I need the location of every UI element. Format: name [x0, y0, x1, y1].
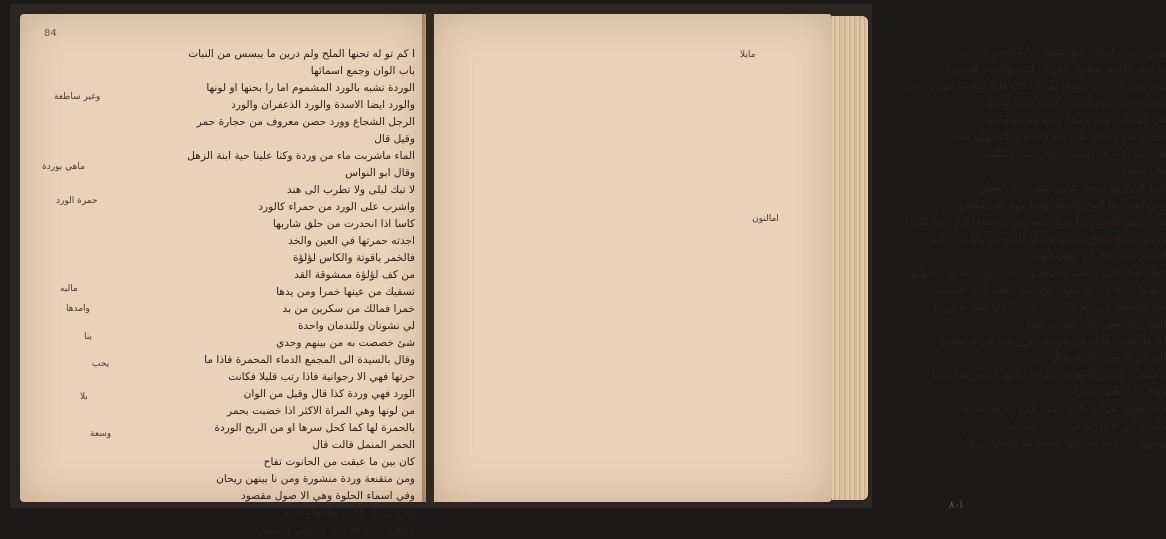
margin-note: ماهي بوردة — [42, 162, 85, 172]
page-edges — [832, 16, 868, 500]
manuscript-line: تسقيك من عينها خمرا ومن يدها — [276, 286, 415, 298]
manuscript-line: والورد ايضا الاسدة والورد الذعفران والورد — [231, 99, 415, 111]
manuscript-line: من كف لؤلؤة ممشوقة القد — [294, 269, 415, 281]
manuscript-line: وقال اخر يصف خمرا — [1074, 386, 1166, 398]
manuscript-line: بنته بشاد لاله باب المضاعف اذا كان قليلا منه مكسورة اللخي — [902, 80, 1166, 92]
manuscript-line: وما طلوها ثمرات ملائم سنين كلية ذكرها سراج — [962, 403, 1166, 415]
margin-note: يحب — [92, 359, 110, 369]
manuscript-line: في الشراب بعله وسده وبيته وهيئته وحته — [988, 114, 1166, 126]
margin-note: بلا — [80, 392, 88, 402]
margin-note: بنا — [84, 332, 92, 342]
manuscript-line: الرجل الشجاع وورد حصن معروف من حجارة حمر — [196, 116, 415, 128]
manuscript-line: والتبوة الثام ينتفخ ويحكم في لم تشته نار وانا ثم رواية — [932, 233, 1166, 245]
manuscript-line: الوردة تشبه بالورد المشموم اما را بحنها او لونها — [206, 82, 415, 94]
manuscript-line: شهابها بارها وحدتها تعوده لون من اللحم الذي تلبست — [935, 284, 1166, 296]
manuscript-line: قال الشاعر — [1115, 165, 1166, 177]
manuscript-line: وقال ابو النواس — [345, 167, 415, 179]
margin-note: وغير ساطعة — [54, 92, 101, 102]
manuscript-line: هذا انما الاحرف المعتدل التي تسد والكسر — [981, 148, 1166, 160]
manuscript-line: عقار كماء التي ليست بخمطة ولا خلة يكوي الشروب شهابها — [907, 267, 1166, 279]
manuscript-line: اذا ما نشتت مالك في عرضه ودرق فيه قي او تنضيح — [940, 335, 1166, 347]
manuscript-line: خمرا فمالك من سكرين من بد — [282, 303, 415, 315]
manuscript-line: كان بين ما عبقت من الحانوت تفاح — [263, 456, 415, 468]
manuscript-line: وتوفي الذي كلا مثل الاخضر والاصفر — [257, 524, 415, 536]
right-page — [434, 14, 1166, 511]
page-number-right: ا٨٠ — [949, 500, 963, 511]
manuscript-line: وقيل قال — [374, 133, 415, 145]
manuscript-line: لا تسعين الخمر الانية قد منه قد اذا ثم الحمر ما انضحا — [932, 369, 1166, 381]
margin-note: وسعة — [90, 429, 112, 439]
manuscript-line: مكا الخمطة التي لم تذكر بعد وكذا الخلة التي تحاوزت — [933, 301, 1166, 313]
manuscript-line: وسهها جرجانية محكمها بدا مر لم تولدتها بيرها — [966, 437, 1166, 449]
manuscript-line: حرتها فهي الا رجوانية فاذا رتب قليلا فكانت — [228, 371, 415, 383]
manuscript-line: الغريض المعنى الجيد وقال اخر — [1031, 352, 1166, 364]
left-page — [20, 14, 426, 536]
manuscript-line: الورد فهي وردة كذا قال وقيل من الوان — [243, 388, 415, 400]
manuscript-line: ته ويته بالكسر ولقول التي اذا انتبه والاسم البصيرة — [946, 63, 1166, 75]
manuscript-line: لا تبك ليلى ولا تطرب الى هند — [286, 184, 415, 196]
page-number-left: 84 — [44, 28, 57, 39]
manuscript-line: بالحمرة لها كما كحل سرها او من الريح الوردة — [214, 422, 415, 434]
manuscript-line: وفي اسماء الحلوة وهي الا صول مقصود — [240, 490, 415, 502]
margin-note: حمرة الورد — [56, 196, 98, 206]
manuscript-line: ومن متقنعة وردة منشورة ومن نا بينهن ريحان — [216, 473, 415, 485]
manuscript-line: نامة الريح تها نتجت تقصر عنها نفحة العطر — [981, 182, 1166, 194]
manuscript-line: اجدته حمرتها في العين والخد — [288, 235, 415, 247]
manuscript-line: باب الوان وجمع اسمائها — [310, 65, 415, 77]
margin-note: ماليه — [60, 284, 78, 294]
manuscript-line: لي نشوتان وللندمان واحدة — [298, 320, 415, 332]
left-page-text — [115, 46, 415, 539]
manuscript-line: وقال بالسيدة الى المجمع الدماء المحمرة فاذا ما — [204, 354, 415, 366]
open-book — [10, 4, 1166, 536]
manuscript-line: ومن اسماء التمام لانها تنتفخ ابدا والاسم الحديث — [957, 46, 1166, 58]
margin-note: وامدها — [66, 304, 90, 314]
right-page-text — [876, 44, 1166, 452]
manuscript-line: بحبه وعده وجدها على لغة واحدة وانا نسهلها بعده — [951, 131, 1166, 143]
manuscript-line: اذا الم تسم قال ابو ذؤيب الهذلي — [1023, 250, 1166, 262]
manuscript-line: الماء ماشربت ماء من وردة وكنا علينا حية ابنة الزهل — [187, 150, 415, 162]
manuscript-line: فالخمر ياقوتة والكاس لؤلؤة — [292, 252, 415, 264]
manuscript-line: ومن اسماءها النبح والتبيلة وهما موتر تان مكسورتان — [939, 199, 1166, 211]
margin-note: امالنون — [752, 214, 779, 224]
manuscript-line: الغذر وقد تغير وقال الهذلي ايضا — [1026, 318, 1166, 330]
manuscript-line: ا كم تو له تحنها الملح ولم درين ما يبسس من النبات — [188, 48, 415, 60]
manuscript-line: وقرأ لرجل الكرم وقالوا وقاره — [285, 507, 415, 519]
manuscript-line: الحمر المنمل قالت قال — [312, 439, 415, 451]
manuscript-line: من قولهم كالخمر اذا تنبيه بنابه وهو ينبح شدا لولا تنبيح التبوء — [905, 216, 1166, 228]
manuscript-line: واشرب على الورد من حمراء كالورد — [258, 201, 415, 213]
manuscript-line: من لونها وهي المراة الاكثر اذا خضبت بحمر — [226, 405, 415, 417]
manuscript-line: معتدة بالاحرف والحدة والرتبة وبيته وعدة — [987, 97, 1166, 109]
margin-note: مايلا — [740, 50, 756, 60]
manuscript-line: كاسا اذا انحدرت من حلق شاربها — [272, 218, 415, 230]
manuscript-line: شئ خصصت به من بينهم وحدي — [275, 337, 415, 349]
manuscript-line: وانشد ابن الاعرابي لرجل من بني اسد — [1000, 420, 1166, 432]
